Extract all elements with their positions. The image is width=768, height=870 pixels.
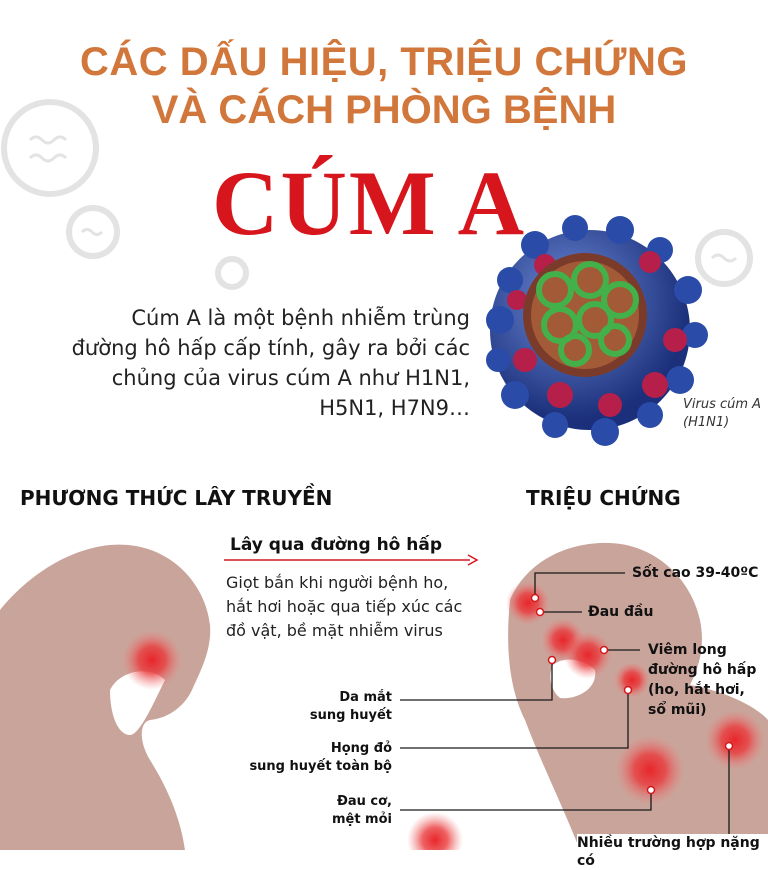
virus-caption-line: (H1N1) — [683, 415, 730, 430]
symptom-eyes-line: Da mắt — [339, 690, 392, 705]
title-line-2: VÀ CÁCH PHÒNG BỆNH — [151, 88, 617, 132]
intro-paragraph — [30, 303, 470, 423]
desc-line: đồ vật, bề mặt nhiễm virus — [226, 621, 443, 640]
symptom-airway-line: (ho, hắt hơi, — [648, 682, 745, 698]
virus-caption-line: Virus cúm A — [683, 397, 762, 412]
symptom-muscle-line: Đau cơ, — [336, 794, 392, 809]
symptom-throat-line: Họng đỏ — [330, 741, 392, 756]
desc-line: Giọt bắn khi người bệnh ho, — [226, 573, 449, 592]
virus-caption — [683, 396, 768, 432]
title-line-1: CÁC DẤU HIỆU, TRIỆU CHỨNG — [80, 40, 688, 84]
symptom-severe: Nhiều trường hợp nặng có — [577, 834, 768, 870]
symptom-muscle — [280, 793, 392, 829]
symptom-airway — [648, 640, 756, 720]
transmission-description — [226, 571, 486, 643]
symptom-airway-line: đường hô hấp — [648, 662, 757, 678]
symptoms-heading: TRIỆU CHỨNG — [526, 486, 681, 510]
transmission-heading: PHƯƠNG THỨC LÂY TRUYỀN — [20, 486, 333, 510]
symptom-airway-line: Viêm long — [648, 642, 727, 658]
symptom-headache: Đau đầu — [588, 604, 654, 620]
symptom-muscle-line: mệt mỏi — [331, 812, 392, 827]
symptom-eyes-line: sung huyết — [309, 708, 392, 723]
transmission-route: Lây qua đường hô hấp — [230, 535, 443, 555]
intro-line: chủng của virus cúm A như H1N1, — [111, 366, 470, 390]
intro-line: Cúm A là một bệnh nhiễm trùng — [131, 306, 470, 330]
symptom-airway-line: sổ mũi) — [648, 702, 707, 718]
desc-line: hắt hơi hoặc qua tiếp xúc các — [226, 597, 463, 616]
title-main: CÚM A — [212, 152, 527, 254]
intro-line: H5N1, H7N9… — [319, 396, 470, 420]
symptom-throat — [240, 740, 392, 776]
symptom-fever: Sốt cao 39-40ºC — [632, 565, 759, 581]
symptom-throat-line: sung huyết toàn bộ — [249, 759, 392, 774]
left-person-silhouette — [0, 545, 210, 850]
symptom-eyes — [280, 689, 392, 725]
intro-line: đường hô hấp cấp tính, gây ra bởi các — [71, 336, 470, 360]
